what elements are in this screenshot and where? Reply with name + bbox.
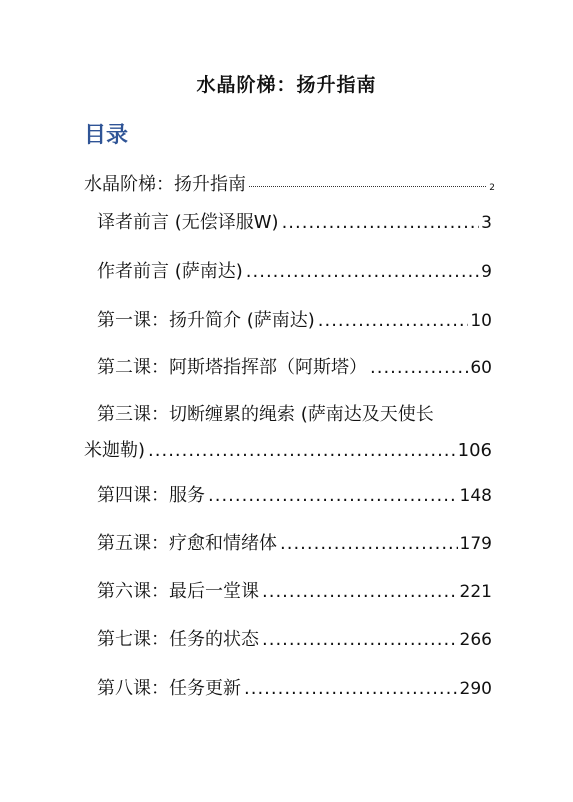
toc-page-number: 9 [481,262,492,282]
toc-page-number: 10 [470,311,492,331]
toc-entry-lesson-7[interactable] [97,625,492,651]
toc-page-number: 2 [489,183,495,193]
toc-heading: 目录 [84,123,129,148]
toc-dot-leader [246,261,479,282]
toc-dot-leader [262,629,458,650]
toc-page-number: 266 [459,630,492,650]
toc-entry-book-title[interactable] [84,170,495,196]
toc-entry-label: 译者前言 (无偿译服W) [97,212,279,233]
toc-entry-lesson-8[interactable] [97,674,492,700]
toc-entry-lesson-1[interactable] [97,306,492,332]
toc-page-number: 106 [457,440,492,461]
toc-entry-lesson-5[interactable] [97,529,492,555]
toc-dot-leader [318,310,469,331]
toc-entry-label: 作者前言 (萨南达) [97,261,243,282]
toc-dot-leader [370,357,468,378]
toc-entry-label: 第五课：疗愈和情绪体 [97,533,277,554]
toc-entry-translator-preface[interactable] [97,208,492,234]
toc-page-number: 148 [459,486,492,506]
toc-entry-label: 第六课：最后一堂课 [97,581,259,602]
toc-page-number: 290 [459,679,492,699]
toc-dot-leader [262,581,458,602]
toc-page-number: 221 [459,582,492,602]
toc-entry-label: 第二课：阿斯塔指挥部（阿斯塔） [97,357,367,378]
toc-entry-lesson-3[interactable] [84,400,492,462]
document-title: 水晶阶梯：扬升指南 [196,74,377,96]
toc-entry-label-line2: 米迦勒) [84,440,146,461]
toc-entry-label: 第七课：任务的状态 [97,629,259,650]
toc-page-number: 179 [459,534,492,554]
toc-entry-author-preface[interactable] [97,257,492,283]
toc-dot-leader [280,533,458,554]
toc-entry-lesson-6[interactable] [97,577,492,603]
toc-entry-label: 第四课：服务 [97,485,205,506]
toc-dot-leader [208,485,458,506]
toc-page-number: 60 [470,358,492,378]
toc-entry-label: 第一课：扬升简介 (萨南达) [97,310,315,331]
toc-entry-label: 水晶阶梯：扬升指南 [84,174,246,195]
toc-dot-leader [249,186,486,187]
toc-entry-label-line1: 第三课：切断缠累的绳索 (萨南达及天使长 [97,404,434,425]
toc-dot-leader [282,212,480,233]
toc-entry-lesson-2[interactable] [97,353,492,379]
toc-entry-label: 第八课：任务更新 [97,678,241,699]
toc-dot-leader [244,678,458,699]
toc-page-number: 3 [481,213,492,233]
toc-dot-leader [148,440,456,461]
toc-entry-lesson-4[interactable] [97,481,492,507]
